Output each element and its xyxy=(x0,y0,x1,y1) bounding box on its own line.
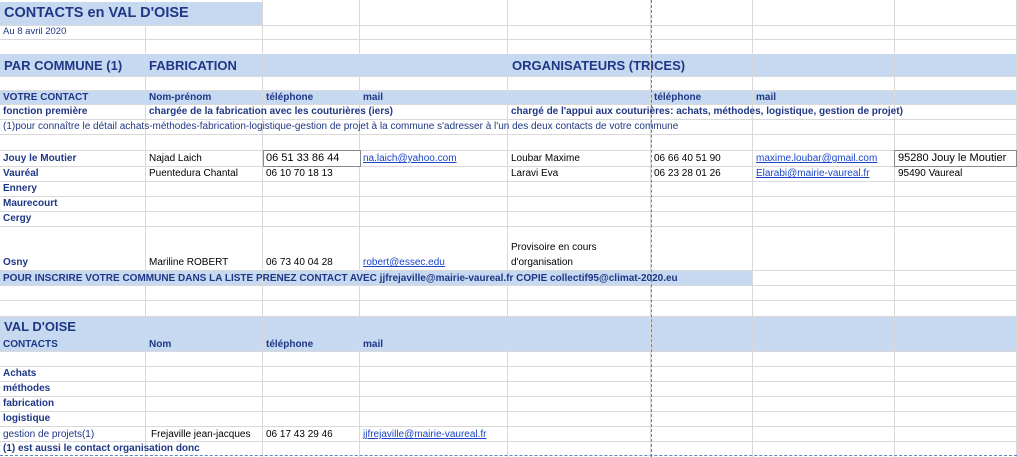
date-cell[interactable]: Au 8 avril 2020 xyxy=(3,26,67,37)
tel-jouy: 06 51 33 86 44 xyxy=(266,152,340,164)
note-detail[interactable]: (1)pour connaître le détail achats-méthodes-fabrication-logistique-gestion de projet à la commune s'adresser à l'un des deux contacts de votre commune xyxy=(3,121,679,132)
org-jouy[interactable]: Loubar Maxime xyxy=(511,153,580,164)
fabrication-cell[interactable]: FABRICATION xyxy=(149,58,237,73)
commune-ennery[interactable]: Ennery xyxy=(3,183,37,194)
commune-vaureal[interactable]: Vauréal xyxy=(3,168,39,179)
org-mail-jouy[interactable]: maxime.loubar@gmail.com xyxy=(756,153,878,164)
commune-maurecourt[interactable]: Maurecourt xyxy=(3,198,58,209)
mail-header-s2[interactable]: mail xyxy=(363,339,384,350)
note-organisation[interactable]: (1) est aussi le contact organisation donc xyxy=(3,443,200,454)
fonction-organisation[interactable]: chargé de l'appui aux couturières: achats, méthodes, logistique, gestion de projet) xyxy=(511,106,903,117)
nom-header[interactable]: Nom xyxy=(149,339,172,350)
org-tel-jouy[interactable]: 06 66 40 51 90 xyxy=(654,153,721,164)
contacts-header[interactable]: CONTACTS xyxy=(3,339,58,350)
page-break-horizontal xyxy=(0,455,1017,456)
votre-contact-header[interactable]: VOTRE CONTACT xyxy=(3,92,89,103)
cp-jouy: 95280 Jouy le Moutier xyxy=(898,152,1007,164)
org-osny-line2[interactable]: d'organisation xyxy=(511,257,573,268)
role-gestion[interactable]: gestion de projets(1) xyxy=(3,429,95,440)
role-achats[interactable]: Achats xyxy=(3,368,37,379)
org-osny-line1[interactable]: Provisoire en cours xyxy=(511,242,597,253)
fonction-fabrication[interactable]: chargée de la fabrication avec les couturières (iers) xyxy=(149,106,393,117)
val-doise-title[interactable]: VAL D'OISE xyxy=(4,319,76,334)
par-commune-cell[interactable]: PAR COMMUNE (1) xyxy=(4,58,123,73)
nom-prenom-header[interactable]: Nom-prénom xyxy=(149,92,212,103)
fonction-label[interactable]: fonction première xyxy=(3,106,88,117)
role-logistique[interactable]: logistique xyxy=(3,413,51,424)
commune-osny[interactable]: Osny xyxy=(3,257,29,268)
mail-osny[interactable]: robert@essec.edu xyxy=(363,257,445,268)
tel-vaureal[interactable]: 06 10 70 18 13 xyxy=(266,168,333,179)
nom-osny[interactable]: Mariline ROBERT xyxy=(149,257,229,268)
org-tel-vaureal[interactable]: 06 23 28 01 26 xyxy=(654,168,721,179)
org-mail-vaureal[interactable]: Elarabi@mairie-vaureal.fr xyxy=(756,168,870,179)
mail-header-2[interactable]: mail xyxy=(756,92,777,103)
telephone-header-2[interactable]: téléphone xyxy=(654,92,702,103)
commune-cergy[interactable]: Cergy xyxy=(3,213,32,224)
cp-vaureal[interactable]: 95490 Vaureal xyxy=(898,168,963,179)
gestion-nom[interactable]: Frejaville jean-jacques xyxy=(151,429,251,440)
nom-vaureal[interactable]: Puentedura Chantal xyxy=(149,168,238,179)
role-methodes[interactable]: méthodes xyxy=(3,383,51,394)
commune-jouy[interactable]: Jouy le Moutier xyxy=(3,153,77,164)
telephone-header-s2[interactable]: téléphone xyxy=(266,339,314,350)
cp-jouy-box[interactable] xyxy=(894,150,1017,167)
organisateurs-cell[interactable]: ORGANISATEURS (TRICES) xyxy=(512,58,686,73)
gestion-mail[interactable]: jjfrejaville@mairie-vaureal.fr xyxy=(363,429,487,440)
sheet-title[interactable]: CONTACTS en VAL D'OISE xyxy=(4,5,189,21)
tel-osny[interactable]: 06 73 40 04 28 xyxy=(266,257,333,268)
nom-jouy[interactable]: Najad Laich xyxy=(149,153,202,164)
tel-jouy-box[interactable] xyxy=(263,150,361,167)
mail-header[interactable]: mail xyxy=(363,92,384,103)
org-vaureal[interactable]: Laravi Eva xyxy=(511,168,559,179)
gestion-tel[interactable]: 06 17 43 29 46 xyxy=(266,429,333,440)
telephone-header[interactable]: téléphone xyxy=(266,92,314,103)
role-fabrication[interactable]: fabrication xyxy=(3,398,55,409)
section2-band xyxy=(0,317,1017,337)
inscrire-cell[interactable]: POUR INSCRIRE VOTRE COMMUNE DANS LA LISTE PRENEZ CONTACT AVEC jjfrejaville@mairie-vaureal.fr COPIE collectif95@climat-2020.eu xyxy=(3,273,678,284)
mail-jouy[interactable]: na.laich@yahoo.com xyxy=(363,153,457,164)
